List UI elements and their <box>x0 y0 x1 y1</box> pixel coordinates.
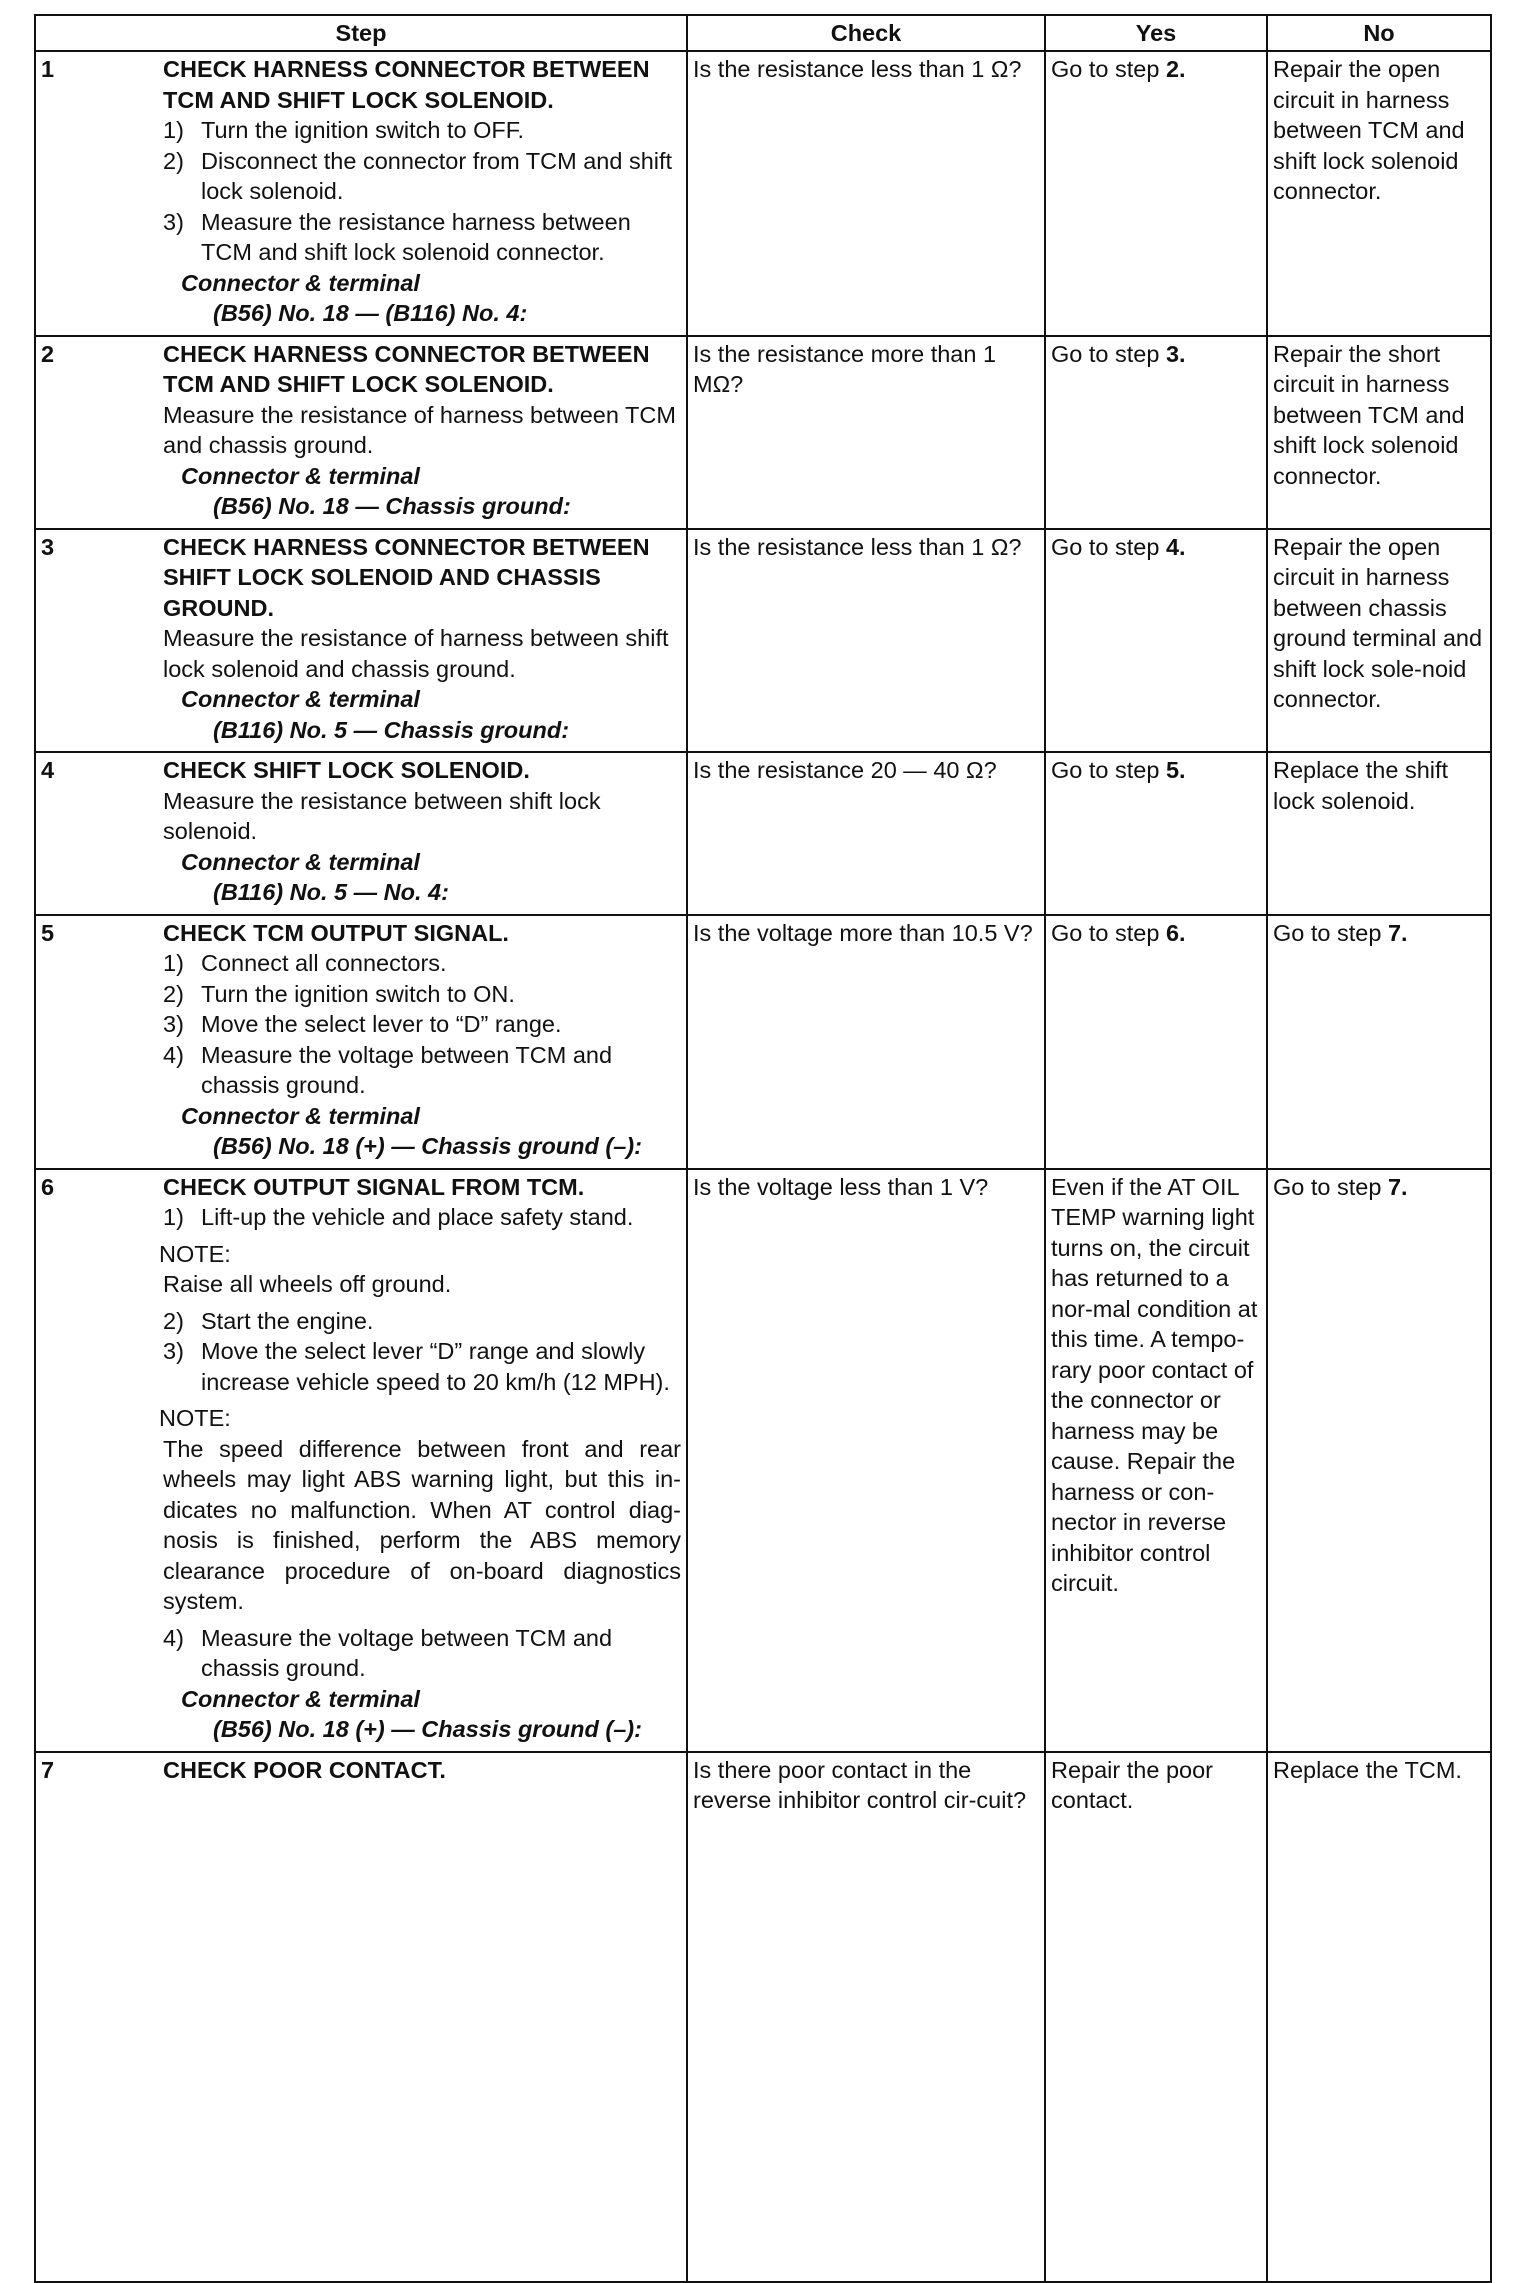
no-cell: Repair the open circuit in harness between TCM and shift lock solenoid connector. <box>1267 51 1491 336</box>
step-number: 7 <box>41 1756 55 1783</box>
connector-terminal: (B56) No. 18 — (B116) No. 4: <box>213 300 528 326</box>
step-number: 2 <box>41 340 55 367</box>
procedure-list <box>163 1306 681 1398</box>
table-row <box>35 336 1491 529</box>
step-title: CHECK SHIFT LOCK SOLENOID. <box>163 757 530 783</box>
check-cell: Is the resistance 20 — 40 Ω? <box>687 752 1045 915</box>
connector-label: Connector & terminal <box>181 686 420 712</box>
step-cell <box>35 752 687 915</box>
note-label: NOTE: <box>159 1405 231 1431</box>
step-title: CHECK HARNESS CONNECTOR BETWEEN TCM AND SHIFT LOCK SOLENOID. <box>163 56 650 113</box>
yes-cell: Go to step 3. <box>1045 336 1267 529</box>
step-title: CHECK HARNESS CONNECTOR BETWEEN SHIFT LOCK SOLENOID AND CHASSIS GROUND. <box>163 533 650 621</box>
step-title: CHECK POOR CONTACT. <box>163 1756 446 1783</box>
list-item: 3) Move the select lever to “D” range. <box>163 1011 562 1037</box>
step-number: 4 <box>41 757 55 783</box>
no-cell: Go to step 7. <box>1267 1169 1491 1752</box>
note-label: NOTE: <box>159 1240 231 1267</box>
table-row <box>35 752 1491 915</box>
header-step: Step <box>35 15 687 51</box>
step-description: Measure the resistance of harness between shift lock solenoid and chassis ground. <box>163 625 669 682</box>
step-description: Measure the resistance between shift lock solenoid. <box>163 787 601 844</box>
list-item: 2) Start the engine. <box>163 1307 374 1334</box>
list-item: 4) Measure the voltage between TCM and chassis ground. <box>163 1041 613 1098</box>
list-item: 2) Disconnect the connector from TCM and shift lock solenoid. <box>163 147 673 204</box>
no-cell: Replace the shift lock solenoid. <box>1267 752 1491 915</box>
connector-label: Connector & terminal <box>181 848 420 875</box>
step-cell <box>35 529 687 753</box>
connector-label: Connector & terminal <box>181 269 420 296</box>
header-check: Check <box>687 15 1045 51</box>
list-item: 1) Connect all connectors. <box>163 950 447 976</box>
connector-terminal: (B56) No. 18 — Chassis ground: <box>213 493 571 519</box>
header-row <box>35 15 1491 51</box>
yes-cell: Go to step 2. <box>1045 51 1267 336</box>
yes-cell: Go to step 6. <box>1045 915 1267 1169</box>
list-item: 4) Measure the voltage between TCM and chassis ground. <box>163 1624 613 1681</box>
yes-cell: Go to step 4. <box>1045 529 1267 753</box>
step-cell <box>35 1752 687 2282</box>
table-row <box>35 529 1491 753</box>
connector-label: Connector & terminal <box>181 1102 420 1129</box>
table-row <box>35 51 1491 336</box>
header-no: No <box>1267 15 1491 51</box>
check-cell: Is the resistance less than 1 Ω? <box>687 529 1045 753</box>
procedure-list <box>163 1202 681 1233</box>
step-title: CHECK TCM OUTPUT SIGNAL. <box>163 919 509 946</box>
step-cell <box>35 336 687 529</box>
connector-label: Connector & terminal <box>181 1685 420 1712</box>
check-cell: Is the resistance less than 1 Ω? <box>687 51 1045 336</box>
step-cell <box>35 51 687 336</box>
note-text: Raise all wheels off ground. <box>163 1271 452 1297</box>
connector-terminal: (B116) No. 5 — Chassis ground: <box>213 716 570 743</box>
step-description: Measure the resistance of harness between TCM and chassis ground. <box>163 401 676 458</box>
step-cell <box>35 1169 687 1752</box>
procedure-list <box>163 115 681 268</box>
no-cell: Repair the open circuit in harness between chassis ground terminal and shift lock sole-noid connector. <box>1267 529 1491 753</box>
connector-terminal: (B56) No. 18 (+) — Chassis ground (–): <box>213 1133 642 1159</box>
list-item: 2) Turn the ignition switch to ON. <box>163 980 515 1007</box>
list-item: 1) Lift-up the vehicle and place safety stand. <box>163 1204 634 1230</box>
step-number: 5 <box>41 919 55 946</box>
table-row <box>35 1752 1491 2282</box>
yes-cell: Even if the AT OIL TEMP warning light turns on, the circuit has returned to a nor-mal condition at this time. A tempo-rary poor contact of the connector or harness may be cause. Repair the harness or con-nector in reverse inhibitor control circuit. <box>1045 1169 1267 1752</box>
check-cell: Is the resistance more than 1 MΩ? <box>687 336 1045 529</box>
no-cell: Repair the short circuit in harness between TCM and shift lock solenoid connector. <box>1267 336 1491 529</box>
connector-terminal: (B56) No. 18 (+) — Chassis ground (–): <box>213 1716 642 1742</box>
check-cell: Is the voltage less than 1 V? <box>687 1169 1045 1752</box>
check-cell: Is the voltage more than 10.5 V? <box>687 915 1045 1169</box>
connector-terminal: (B116) No. 5 — No. 4: <box>213 879 449 905</box>
list-item: 1) Turn the ignition switch to OFF. <box>163 117 525 143</box>
step-number: 3 <box>41 533 55 560</box>
no-cell: Go to step 7. <box>1267 915 1491 1169</box>
connector-label: Connector & terminal <box>181 462 420 489</box>
table-row <box>35 915 1491 1169</box>
step-number: 6 <box>41 1173 55 1200</box>
step-title: CHECK OUTPUT SIGNAL FROM TCM. <box>163 1173 585 1200</box>
yes-cell: Repair the poor contact. <box>1045 1752 1267 2282</box>
step-title: CHECK HARNESS CONNECTOR BETWEEN TCM AND SHIFT LOCK SOLENOID. <box>163 340 650 397</box>
no-cell: Replace the TCM. <box>1267 1752 1491 2282</box>
header-yes: Yes <box>1045 15 1267 51</box>
check-cell: Is there poor contact in the reverse inhibitor control cir-cuit? <box>687 1752 1045 2282</box>
step-number: 1 <box>41 56 55 82</box>
procedure-list <box>163 1623 681 1684</box>
list-item: 3) Measure the resistance harness between TCM and shift lock solenoid connector. <box>163 208 631 265</box>
note-text: The speed difference between front and rear wheels may light ABS warning light, but this in-dicates no malfunction. When AT control diag-nosis is finished, perform the ABS memory clearance procedure of on-board diagnostics system. <box>163 1435 681 1614</box>
table-row <box>35 1169 1491 1752</box>
diagnostic-table <box>34 14 1492 2283</box>
procedure-list <box>163 948 681 1101</box>
yes-cell: Go to step 5. <box>1045 752 1267 915</box>
list-item: 3) Move the select lever “D” range and slowly increase vehicle speed to 20 km/h (12 MPH). <box>163 1338 670 1395</box>
step-cell <box>35 915 687 1169</box>
